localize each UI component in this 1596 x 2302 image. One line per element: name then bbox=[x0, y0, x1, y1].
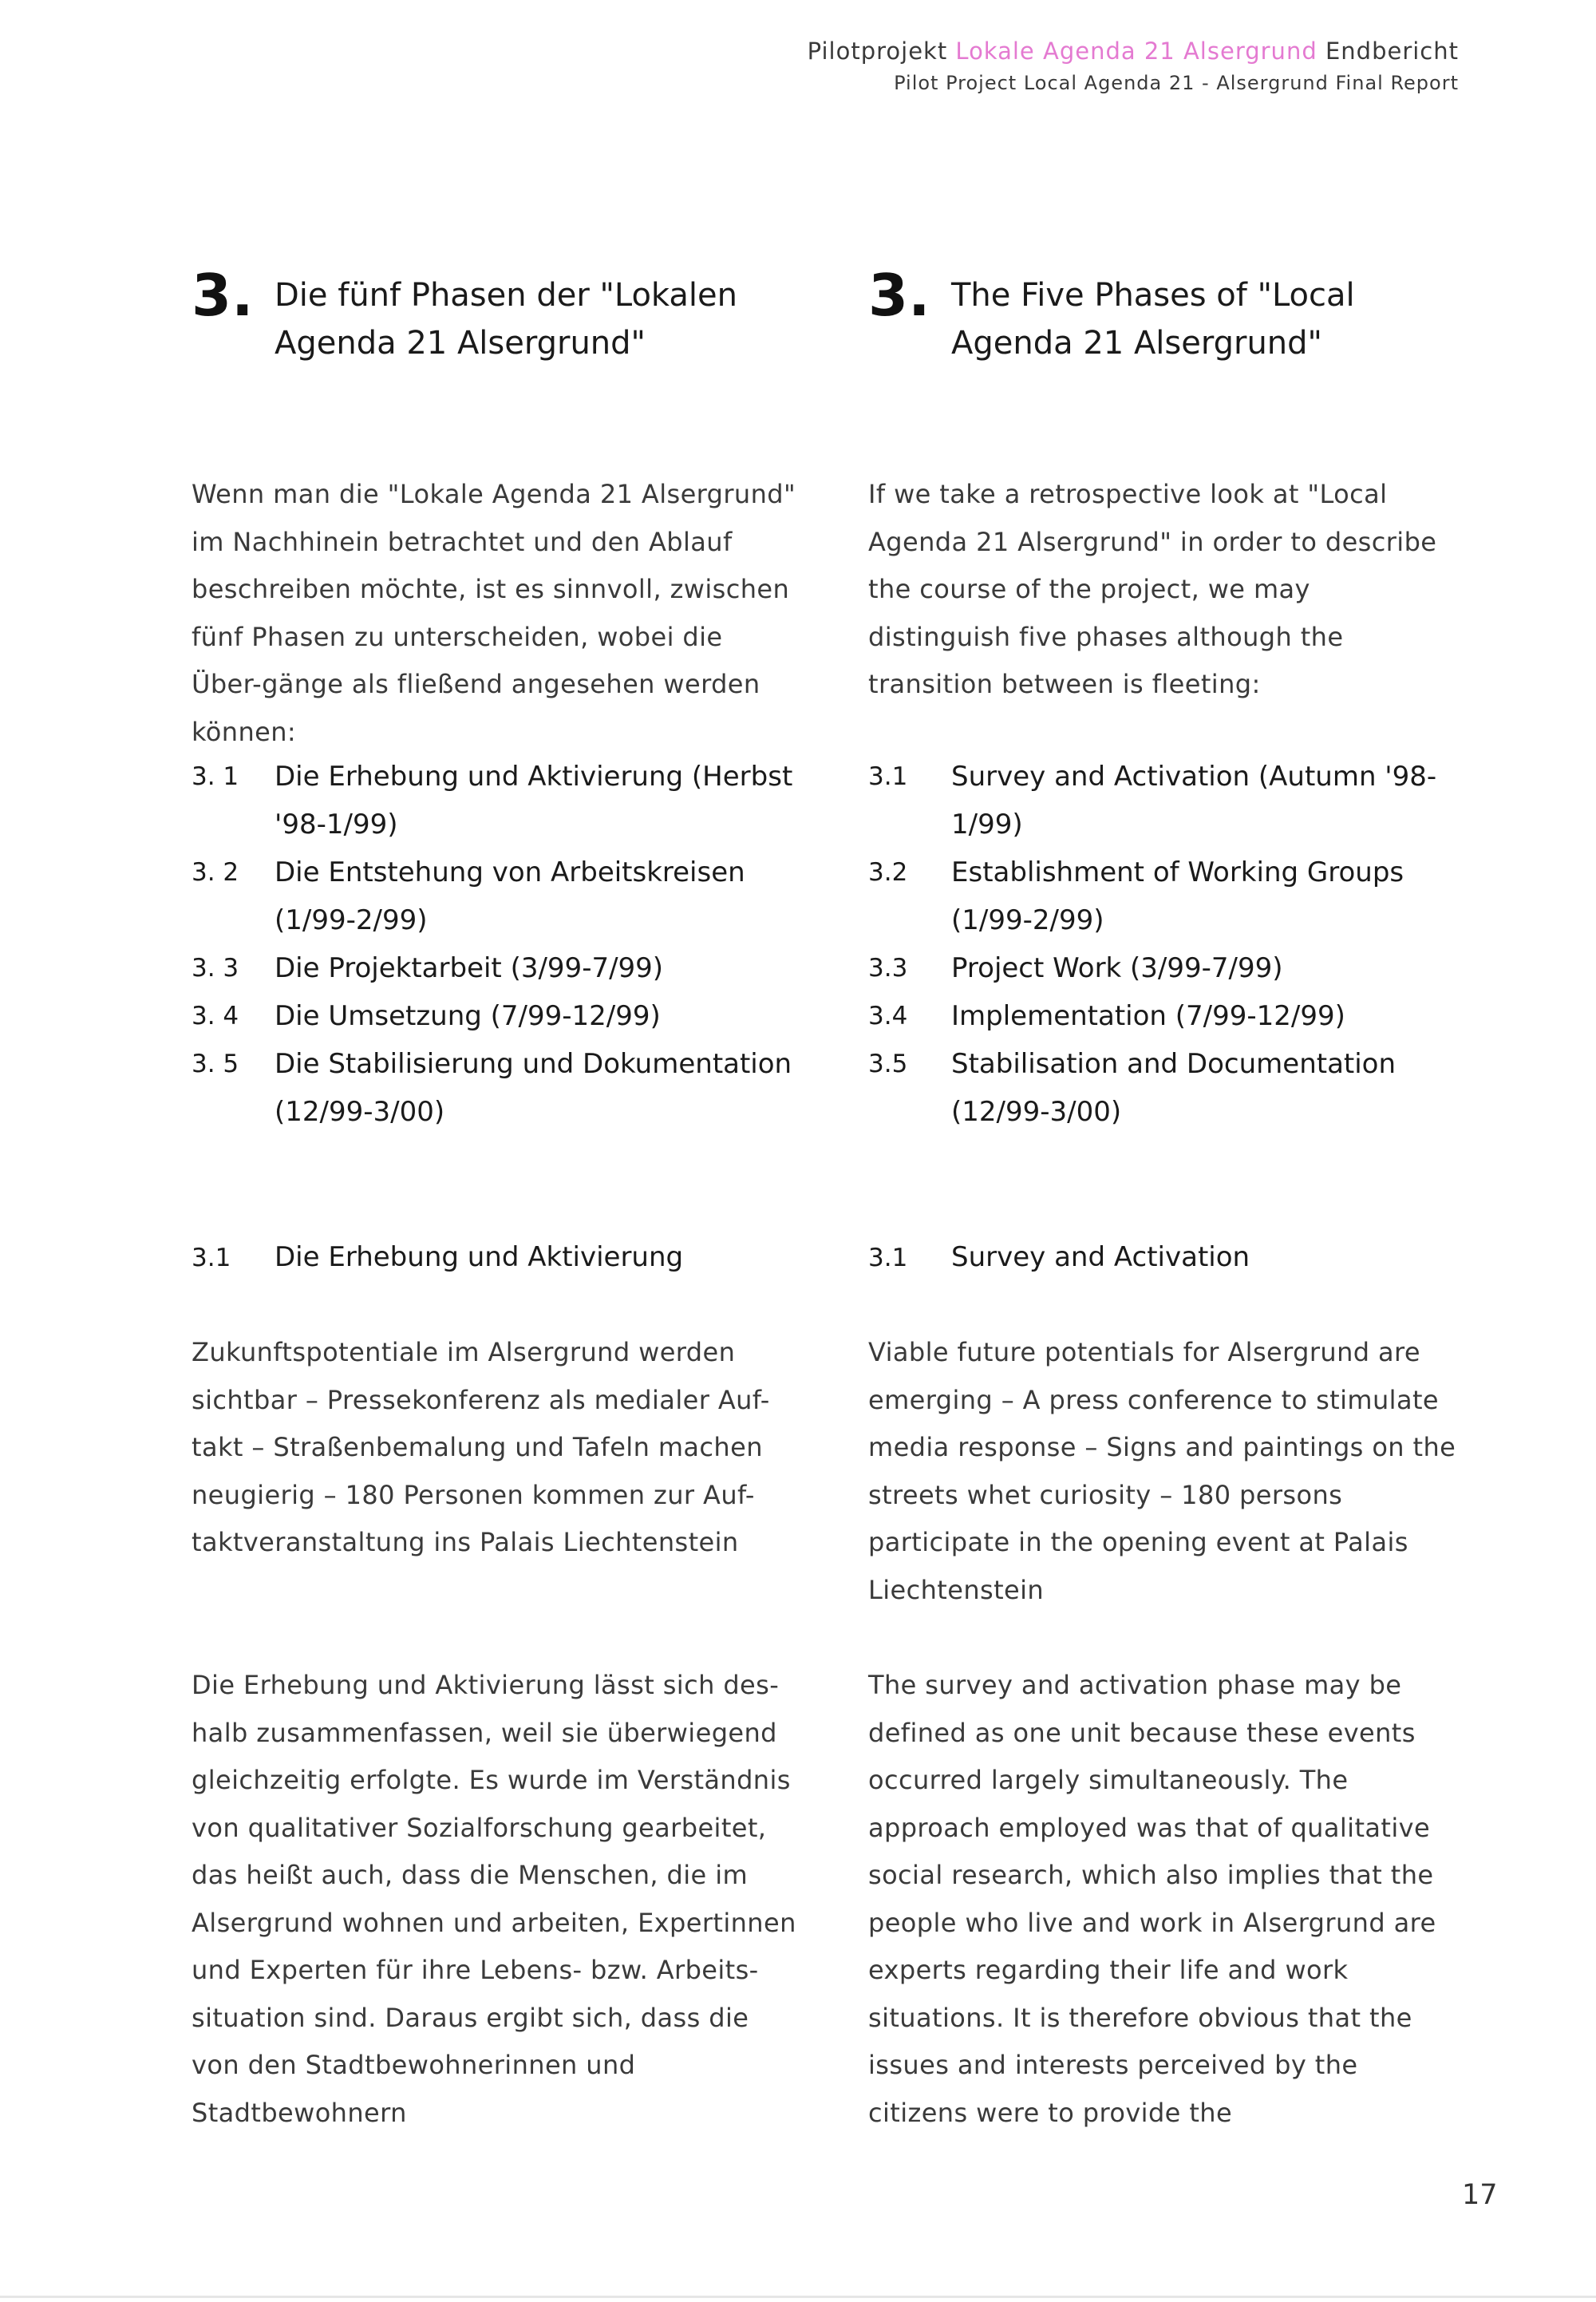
phase-item-en bbox=[868, 1040, 1459, 1136]
phase-number: 3.4 bbox=[868, 1002, 908, 1030]
phase-item-de bbox=[192, 944, 798, 992]
header-report-label: Endbericht bbox=[1325, 38, 1459, 65]
running-header bbox=[808, 34, 1459, 97]
page-bottom-edge bbox=[0, 2296, 1596, 2298]
phase-text: Die Stabilisierung und Dokumentation (12/99-3/00) bbox=[275, 1048, 792, 1128]
summary-paragraph-de: Zukunftspotentiale im Alsergrund werden sichtbar – Pressekonferenz als medialer Auf-takt – Straßenbemalung und Tafeln machen neugierig – 180 Personen kommen zur Auf-taktveranstaltung ins Palais Liechtenstein bbox=[192, 1337, 770, 1557]
body-paragraph-en-block bbox=[868, 1662, 1459, 2137]
intro-paragraph-de-block bbox=[192, 471, 798, 756]
body-paragraph-de-block bbox=[192, 1662, 798, 2137]
page-number: 17 bbox=[1462, 2179, 1498, 2211]
body-paragraph-de: Die Erhebung und Aktivierung lässt sich des-halb zusammenfassen, weil sie überwiegend gleichzeitig erfolgte. Es wurde im Verständnis von qualitativer Sozialforschung gearbeitet, das heißt auch, dass die Menschen, die im Alsergrund wohnen und arbeiten, Expertinnen und Experten für ihre Lebens- bzw. Arbeits-situation sind. Daraus ergibt sich, dass die von den Stadtbewohnerinnen und Stadtbewohnern bbox=[192, 1670, 796, 2128]
phase-text: Die Erhebung und Aktivierung (Herbst '98-1/99) bbox=[275, 761, 793, 841]
phase-list-en bbox=[868, 753, 1459, 1136]
chapter-number-en: 3. bbox=[868, 262, 930, 329]
phase-text: Project Work (3/99-7/99) bbox=[951, 952, 1283, 984]
phase-number: 3.3 bbox=[868, 954, 908, 983]
phase-text: Establishment of Working Groups (1/99-2/99) bbox=[951, 856, 1404, 936]
section-heading-de bbox=[192, 1233, 798, 1282]
header-project-label: Pilotprojekt bbox=[807, 38, 948, 65]
chapter-title-de: Die fünf Phasen der "Lokalen Agenda 21 Alsergrund" bbox=[275, 277, 737, 362]
header-line-2: Pilot Project Local Agenda 21 - Alsergrund Final Report bbox=[894, 72, 1459, 94]
phase-number: 3. 2 bbox=[192, 858, 239, 887]
section-title-de: Die Erhebung und Aktivierung bbox=[275, 1241, 684, 1273]
phase-number: 3. 5 bbox=[192, 1050, 239, 1078]
intro-paragraph-de: Wenn man die "Lokale Agenda 21 Alsergrund" im Nachhinein betrachtet und den Ablauf beschreiben möchte, ist es sinnvoll, zwischen fünf Phasen zu unterscheiden, wobei die Über-gänge als fließend angesehen werden können: bbox=[192, 479, 796, 747]
phase-item-de bbox=[192, 848, 798, 944]
phase-text: Die Entstehung von Arbeitskreisen (1/99-2/99) bbox=[275, 856, 745, 936]
phase-number: 3.5 bbox=[868, 1050, 908, 1078]
phase-text: Die Umsetzung (7/99-12/99) bbox=[275, 1000, 661, 1032]
section-number-en: 3.1 bbox=[868, 1244, 908, 1272]
intro-paragraph-en: If we take a retrospective look at "Local Agenda 21 Alsergrund" in order to describe the course of the project, we may distinguish five phases although the transition between is fleeting: bbox=[868, 479, 1437, 699]
phase-item-de bbox=[192, 992, 798, 1040]
phase-item-en bbox=[868, 944, 1459, 992]
phase-item-de bbox=[192, 1040, 798, 1136]
phase-number: 3.2 bbox=[868, 858, 908, 887]
summary-paragraph-en: Viable future potentials for Alsergrund are emerging – A press conference to stimulate media response – Signs and paintings on the streets whet curiosity – 180 persons participate in the opening event at Palais Liechtenstein bbox=[868, 1337, 1456, 1605]
body-paragraph-en: The survey and activation phase may be defined as one unit because these events occurred largely simultaneously. The approach employed was that of qualitative social research, which also implies that the people who live and work in Alsergrund are experts regarding their life and work situations. It is therefore obvious that the issues and interests perceived by the citizens were to provide the bbox=[868, 1670, 1436, 2128]
phase-number: 3. 4 bbox=[192, 1002, 239, 1030]
section-heading-en bbox=[868, 1233, 1459, 1282]
intro-paragraph-en-block bbox=[868, 471, 1459, 709]
header-project-name: Lokale Agenda 21 Alsergrund bbox=[955, 38, 1317, 65]
phase-number: 3. 1 bbox=[192, 762, 239, 791]
phase-item-en bbox=[868, 753, 1459, 848]
summary-paragraph-en-block bbox=[868, 1329, 1459, 1614]
phase-text: Die Projektarbeit (3/99-7/99) bbox=[275, 952, 664, 984]
header-line-1 bbox=[808, 34, 1459, 69]
phase-list-de bbox=[192, 753, 798, 1136]
phase-item-en bbox=[868, 992, 1459, 1040]
phase-item-en bbox=[868, 848, 1459, 944]
phase-text: Implementation (7/99-12/99) bbox=[951, 1000, 1345, 1032]
section-number-de: 3.1 bbox=[192, 1244, 231, 1272]
phase-text: Survey and Activation (Autumn '98-1/99) bbox=[951, 761, 1437, 841]
phase-text: Stabilisation and Documentation (12/99-3/00) bbox=[951, 1048, 1396, 1128]
section-title-en: Survey and Activation bbox=[951, 1241, 1250, 1273]
chapter-number-de: 3. bbox=[192, 262, 254, 329]
phase-item-de bbox=[192, 753, 798, 848]
chapter-title-en: The Five Phases of "Local Agenda 21 Alsergrund" bbox=[951, 277, 1355, 362]
phase-number: 3. 3 bbox=[192, 954, 239, 983]
summary-paragraph-de-block bbox=[192, 1329, 798, 1567]
phase-number: 3.1 bbox=[868, 762, 908, 791]
